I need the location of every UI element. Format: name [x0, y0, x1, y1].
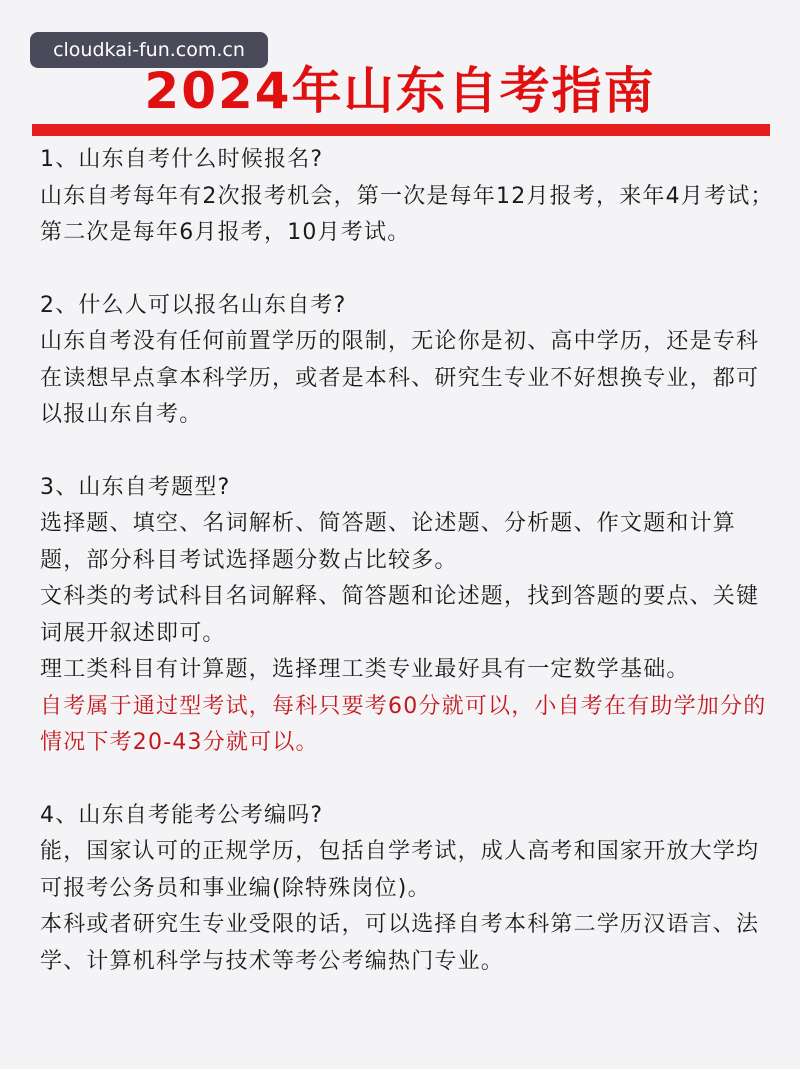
section-civil-service — [40, 798, 775, 981]
section-paragraph: 选择题、填空、名词解析、简答题、论述题、分析题、作文题和计算题，部分科目考试选择题分数占比较多。 — [40, 511, 737, 573]
section-paragraph: 文科类的考试科目名词解释、简答题和论述题，找到答题的要点、关键词展开叙述即可。 — [40, 584, 760, 646]
section-question: 2、什么人可以报名山东自考? — [40, 292, 347, 318]
section-eligibility — [40, 288, 775, 434]
section-question: 3、山东自考题型? — [40, 474, 231, 500]
section-paragraph: 能，国家认可的正规学历，包括自学考试，成人高考和国家开放大学均可报考公务员和事业编(除特殊岗位)。 — [40, 839, 760, 901]
section-registration-time — [40, 142, 775, 252]
highlight-note: 自考属于通过型考试，每科只要考60分就可以，小自考在有助学加分的情况下考20-43分就可以。 — [40, 693, 767, 755]
section-question-types — [40, 470, 775, 762]
guide-content — [40, 142, 775, 980]
section-paragraph: 山东自考没有任何前置学历的限制，无论你是初、高中学历，还是专科在读想早点拿本科学历，或者是本科、研究生专业不好想换专业，都可以报山东自考。 — [40, 329, 760, 427]
title-underline — [32, 124, 770, 136]
section-paragraph: 理工类科目有计算题，选择理工类专业最好具有一定数学基础。 — [40, 657, 690, 682]
section-question: 4、山东自考能考公考编吗? — [40, 802, 324, 828]
section-question: 1、山东自考什么时候报名? — [40, 147, 324, 172]
watermark: cloudkai-fun.com.cn — [30, 32, 268, 68]
section-paragraph: 山东自考每年有2次报考机会，第一次是每年12月报考，来年4月考试；第二次是每年6月报考，10月考试。 — [40, 183, 774, 245]
section-paragraph: 本科或者研究生专业受限的话，可以选择自考本科第二学历汉语言、法学、计算机科学与技术等考公考编热门专业。 — [40, 912, 760, 974]
page-title: 2024年山东自考指南 — [144, 62, 656, 120]
